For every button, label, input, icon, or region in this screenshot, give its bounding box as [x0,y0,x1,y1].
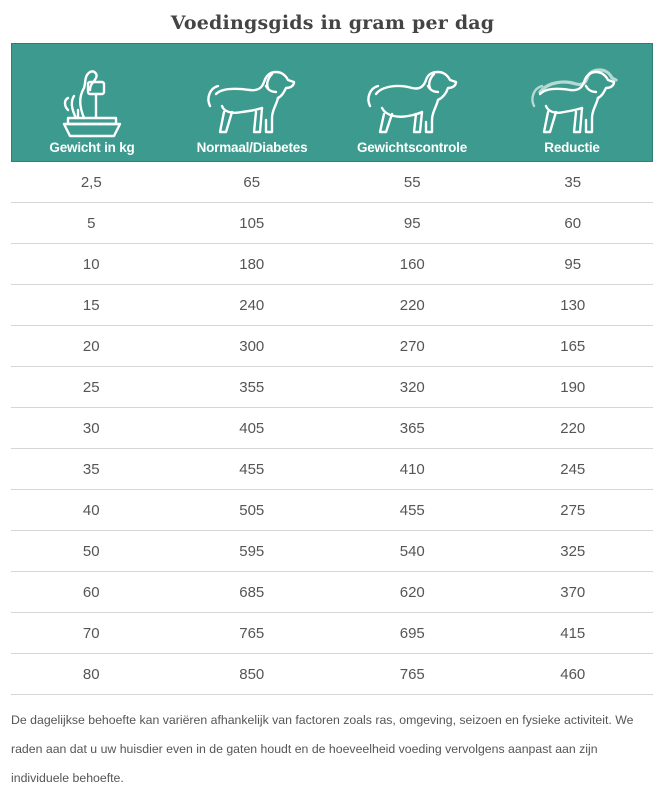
header-label-normal: Normaal/Diabetes [196,140,308,155]
cell-normal: 505 [239,502,265,519]
cell-control: 220 [399,297,425,314]
dog-on-scale-icon [54,66,130,140]
cell-weight: 5 [87,215,96,232]
cell-reduction: 325 [560,543,586,560]
cell-weight: 60 [82,584,100,601]
cell-normal: 65 [243,174,261,191]
page-title: Voedingsgids in gram per dag [170,12,495,34]
cell-reduction: 60 [564,215,582,232]
cell-control: 365 [399,420,425,437]
table-row [11,449,653,490]
table-row [11,490,653,531]
cell-reduction: 130 [560,297,586,314]
table-row [11,531,653,572]
cell-normal: 685 [239,584,265,601]
cell-control: 620 [399,584,425,601]
cell-normal: 300 [239,338,265,355]
table-row [11,326,653,367]
table-row [11,654,653,695]
cell-reduction: 95 [564,256,582,273]
cell-reduction: 165 [560,338,586,355]
cell-reduction: 190 [560,379,586,396]
cell-normal: 405 [239,420,265,437]
cell-weight: 40 [82,502,100,519]
cell-control: 320 [399,379,425,396]
header-label-reduction: Reductie [544,140,600,155]
cell-control: 765 [399,666,425,683]
header-cell-control [332,44,492,161]
cell-normal: 105 [239,215,265,232]
feeding-note: De dagelijkse behoefte kan variëren afhankelijk van factoren zoals ras, omgeving, seizoen en fysieke activiteit. We raden aan dat u uw huisdier even in de gaten houdt en de hoeveelheid voeding vervolgens aanpast aan zijn individuele behoefte. [11,713,634,785]
cell-reduction: 35 [564,174,582,191]
cell-weight: 80 [82,666,100,683]
header-cell-reduction [492,44,652,161]
cell-control: 540 [399,543,425,560]
cell-reduction: 275 [560,502,586,519]
cell-weight: 15 [82,297,100,314]
dog-normal-icon [202,66,302,136]
feeding-table [11,43,653,695]
cell-weight: 20 [82,338,100,355]
header-cell-weight [12,44,172,161]
cell-weight: 25 [82,379,100,396]
cell-weight: 35 [82,461,100,478]
cell-control: 695 [399,625,425,642]
cell-weight: 10 [82,256,100,273]
table-row [11,613,653,654]
dog-overweight-icon [362,66,462,136]
header-cell-normal [172,44,332,161]
cell-normal: 355 [239,379,265,396]
table-row [11,162,653,203]
table-row [11,367,653,408]
cell-reduction: 220 [560,420,586,437]
cell-control: 55 [403,174,421,191]
table-header [11,43,653,162]
table-row [11,244,653,285]
cell-control: 160 [399,256,425,273]
cell-reduction: 370 [560,584,586,601]
cell-weight: 30 [82,420,100,437]
header-label-weight: Gewicht in kg [49,140,135,155]
cell-weight: 50 [82,543,100,560]
table-row [11,285,653,326]
table-row [11,203,653,244]
cell-weight: 70 [82,625,100,642]
table-row [11,572,653,613]
cell-reduction: 460 [560,666,586,683]
cell-normal: 455 [239,461,265,478]
cell-control: 455 [399,502,425,519]
table-body [11,162,653,695]
table-row [11,408,653,449]
cell-weight: 2,5 [80,174,102,191]
cell-control: 95 [403,215,421,232]
cell-normal: 180 [239,256,265,273]
cell-normal: 240 [239,297,265,314]
header-label-control: Gewichtscontrole [356,140,468,155]
cell-control: 410 [399,461,425,478]
cell-reduction: 245 [560,461,586,478]
cell-reduction: 415 [560,625,586,642]
cell-normal: 595 [239,543,265,560]
cell-control: 270 [399,338,425,355]
cell-normal: 850 [239,666,265,683]
cell-normal: 765 [239,625,265,642]
dog-reduction-icon [524,66,620,136]
